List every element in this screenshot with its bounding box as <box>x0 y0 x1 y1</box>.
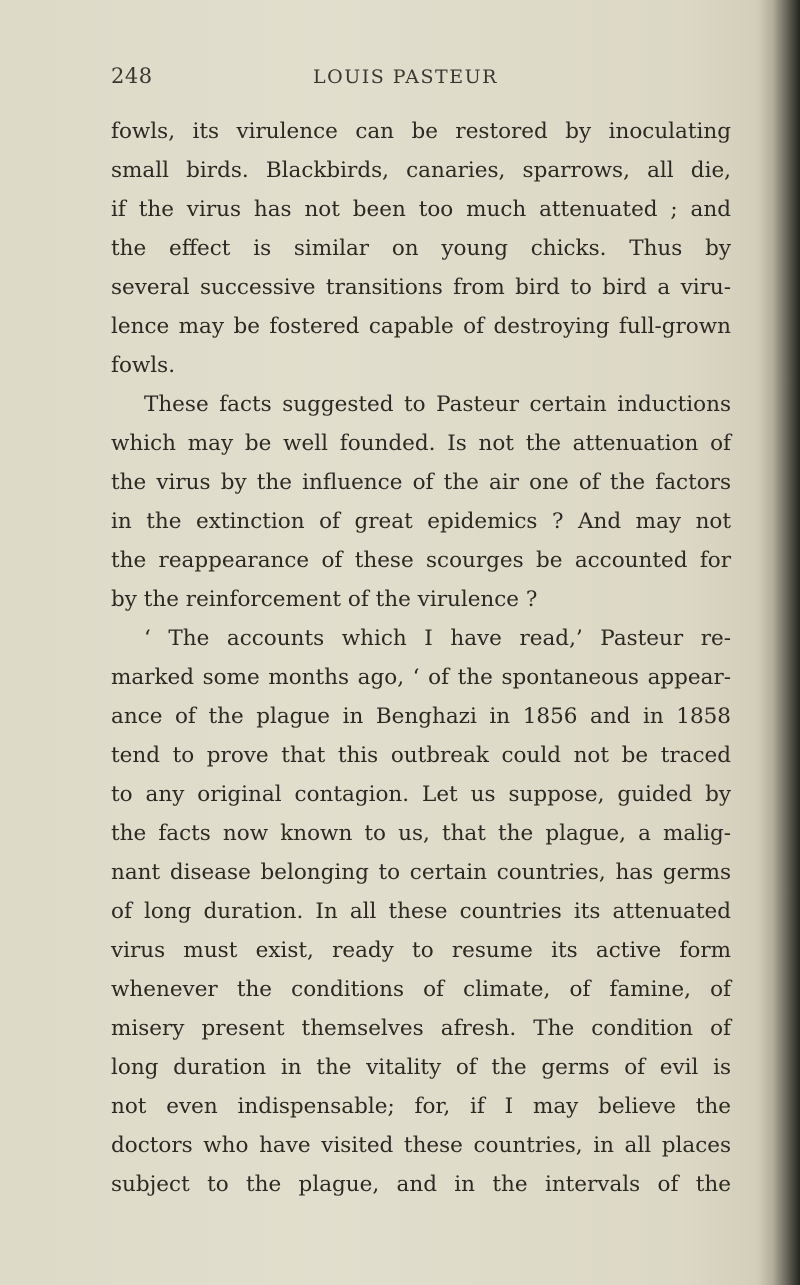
text-line: of long duration. In all these countries its attenuated <box>111 899 731 924</box>
page-binding-shadow <box>758 0 800 1285</box>
text-line: the facts now known to us, that the plague, a malig- <box>111 821 731 846</box>
text-line: to any original contagion. Let us suppose, guided by <box>111 782 731 807</box>
text-line: nant disease belonging to certain countries, has germs <box>111 860 731 885</box>
text-line: ‘ The accounts which I have read,’ Pasteur re- <box>144 626 731 651</box>
paragraph <box>111 385 731 619</box>
text-line: by the reinforcement of the virulence ? <box>111 587 538 612</box>
paragraph <box>111 112 731 385</box>
paragraph <box>111 619 731 1204</box>
text-line: virus must exist, ready to resume its active form <box>111 938 731 963</box>
text-line: lence may be fostered capable of destroying full-grown <box>111 314 731 339</box>
text-line: fowls. <box>111 353 176 378</box>
text-line: small birds. Blackbirds, canaries, sparrows, all die, <box>111 158 731 183</box>
page-header <box>0 64 800 94</box>
text-line: These facts suggested to Pasteur certain inductions <box>144 392 731 417</box>
text-line: fowls, its virulence can be restored by inoculating <box>111 119 731 144</box>
text-line: long duration in the vitality of the germs of evil is <box>111 1055 731 1080</box>
text-line: several successive transitions from bird to bird a viru- <box>111 275 731 300</box>
body-text <box>111 112 731 1204</box>
text-line: marked some months ago, ‘ of the spontaneous appear- <box>111 665 731 690</box>
text-line: whenever the conditions of climate, of famine, of <box>111 977 731 1002</box>
running-head: LOUIS PASTEUR <box>313 66 498 88</box>
text-line: the reappearance of these scourges be accounted for <box>111 548 731 573</box>
text-line: doctors who have visited these countries, in all places <box>111 1133 731 1158</box>
text-line: which may be well founded. Is not the attenuation of <box>111 431 731 456</box>
text-line: ance of the plague in Benghazi in 1856 and in 1858 <box>111 704 731 729</box>
text-line: in the extinction of great epidemics ? And may not <box>111 509 731 534</box>
text-line: the virus by the influence of the air one of the factors <box>111 470 731 495</box>
text-line: subject to the plague, and in the intervals of the <box>111 1172 731 1197</box>
text-line: tend to prove that this outbreak could not be traced <box>111 743 731 768</box>
text-line: not even indispensable; for, if I may believe the <box>111 1094 731 1119</box>
text-line: the effect is similar on young chicks. Thus by <box>111 236 731 261</box>
text-line: if the virus has not been too much attenuated ; and <box>111 197 731 222</box>
text-line: misery present themselves afresh. The condition of <box>111 1016 731 1041</box>
page-number: 248 <box>111 64 153 88</box>
